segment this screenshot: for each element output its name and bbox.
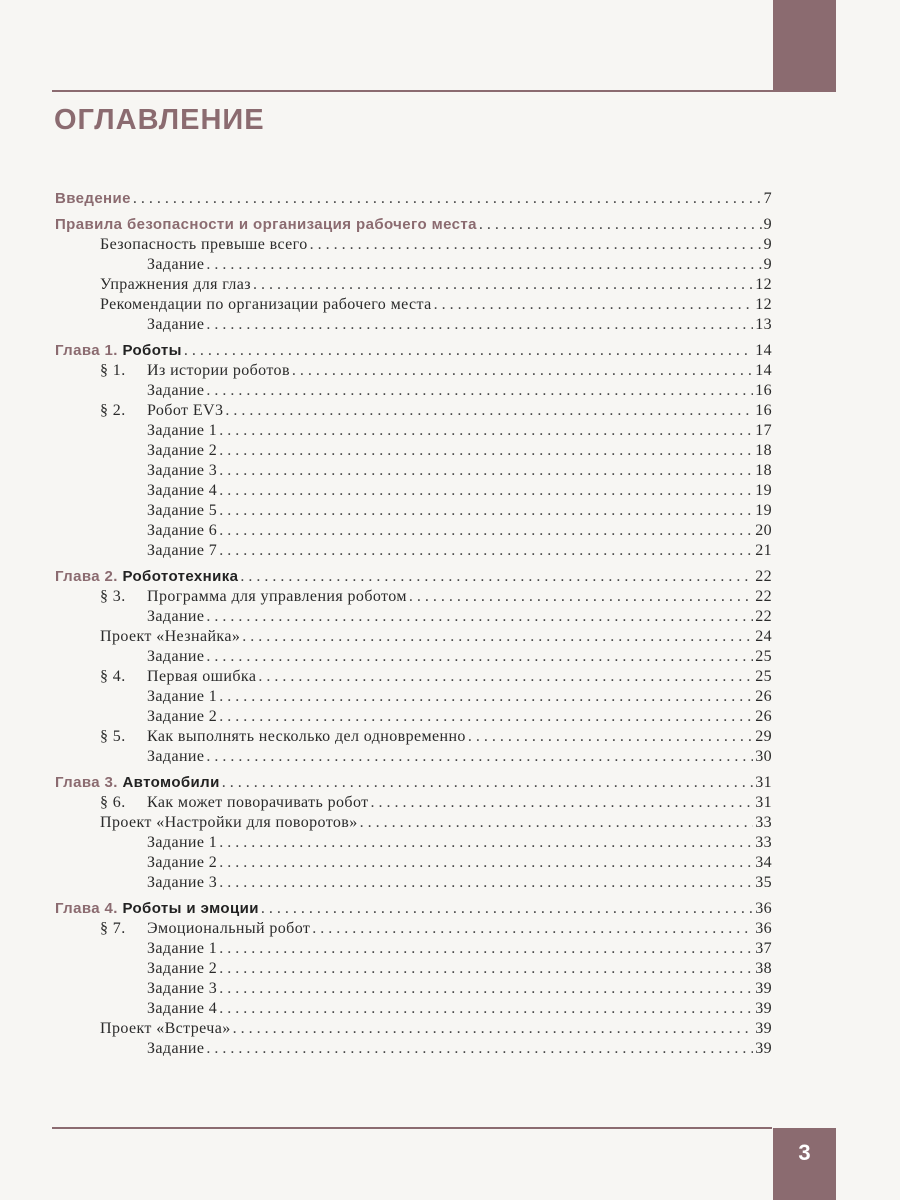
toc-entry-label: Введение (55, 190, 131, 207)
toc-entry-label: Задание 2 (147, 708, 218, 725)
toc-entry-label: Задание (147, 1040, 205, 1057)
toc-chapter-4[interactable] (55, 899, 772, 919)
toc-entry-label: Правила безопасности и организация рабочего места (55, 216, 477, 233)
toc-entry[interactable] (55, 853, 772, 873)
toc-entry-label (100, 361, 290, 381)
toc-entry-page: 31 (755, 774, 772, 791)
chapter-prefix: Глава 3. (55, 774, 118, 791)
toc-entry-page: 9 (763, 256, 772, 273)
toc-entry-label: Задание 1 (147, 422, 218, 439)
page-number-box (773, 1128, 836, 1200)
toc-entry[interactable] (55, 627, 772, 647)
toc-entry-label: Безопасность превыше всего (100, 236, 308, 253)
dot-leader (310, 235, 762, 255)
toc-entry[interactable] (55, 315, 772, 335)
toc-entry-label: Задание 1 (147, 834, 218, 851)
toc-chapter-2[interactable] (55, 567, 772, 587)
dot-leader (206, 255, 761, 275)
chapter-prefix: Глава 1. (55, 342, 118, 359)
toc-entry[interactable] (55, 667, 772, 687)
toc-entry-label: Задание 4 (147, 482, 218, 499)
toc-entry-label (100, 401, 223, 421)
dot-leader (242, 627, 753, 647)
toc-entry-label: Задание 4 (147, 1000, 218, 1017)
section-title: Эмоциональный робот (147, 920, 311, 937)
dot-leader (219, 521, 753, 541)
toc-entry[interactable] (55, 979, 772, 999)
toc-entry-label: Проект «Незнайка» (100, 628, 241, 645)
dot-leader (219, 707, 753, 727)
toc-entry-page: 33 (755, 814, 772, 831)
toc-entry-intro[interactable] (55, 189, 772, 209)
dot-leader (206, 381, 753, 401)
toc-entry-page: 19 (755, 482, 772, 499)
section-title: Как может поворачивать робот (147, 794, 369, 811)
toc-entry-page: 9 (763, 216, 772, 233)
toc-entry[interactable] (55, 361, 772, 381)
toc-entry-page: 22 (755, 608, 772, 625)
toc-entry-label (100, 727, 466, 747)
toc-entry[interactable] (55, 707, 772, 727)
dot-leader (206, 747, 753, 767)
toc-entry-page: 38 (755, 960, 772, 977)
toc-entry-label (100, 919, 310, 939)
dot-leader (219, 999, 753, 1019)
toc-entry-label: Задание 2 (147, 442, 218, 459)
dot-leader (222, 773, 753, 793)
toc-entry-page: 14 (755, 362, 772, 379)
toc-entry-page: 29 (755, 728, 772, 745)
toc-entry-page: 7 (763, 190, 772, 207)
dot-leader (219, 421, 753, 441)
toc-entry-label: Проект «Настройки для поворотов» (100, 814, 358, 831)
toc-entry-page: 37 (755, 940, 772, 957)
chapter-prefix: Глава 2. (55, 568, 118, 585)
toc-chapter-label (55, 341, 182, 361)
toc-entry[interactable] (55, 833, 772, 853)
toc-entry-label: Задание 3 (147, 874, 218, 891)
toc-entry[interactable] (55, 1039, 772, 1059)
toc-entry-label: Задание 7 (147, 542, 218, 559)
dot-leader (225, 401, 753, 421)
chapter-title: Роботы (122, 342, 182, 359)
toc-chapter-1[interactable] (55, 341, 772, 361)
toc-entry[interactable] (55, 275, 772, 295)
section-number: § 1. (100, 362, 126, 379)
dot-leader (371, 793, 754, 813)
toc-entry-page: 18 (755, 442, 772, 459)
toc-entry-label: Задание (147, 382, 205, 399)
toc-entry-safety[interactable] (55, 215, 772, 235)
toc-entry-page: 9 (763, 236, 772, 253)
dot-leader (292, 361, 753, 381)
toc-entry-page: 22 (755, 568, 772, 585)
dot-leader (219, 541, 753, 561)
toc-entry[interactable] (55, 421, 772, 441)
chapter-title: Робототехника (122, 568, 239, 585)
dot-leader (206, 1039, 753, 1059)
toc-entry-label: Задание 2 (147, 960, 218, 977)
toc-entry[interactable] (55, 295, 772, 315)
toc-entry-page: 21 (755, 542, 772, 559)
section-title: Как выполнять несколько дел одновременно (147, 728, 466, 745)
dot-leader (479, 215, 762, 235)
toc-entry-page: 13 (755, 316, 772, 333)
toc-chapter-label (55, 773, 220, 793)
toc-entry-page: 30 (755, 748, 772, 765)
toc-entry-page: 16 (755, 382, 772, 399)
toc-entry-page: 34 (755, 854, 772, 871)
toc-entry[interactable] (55, 587, 772, 607)
corner-tab-top (773, 0, 836, 92)
toc-entry-label: Задание (147, 648, 205, 665)
toc-entry[interactable] (55, 401, 772, 421)
dot-leader (219, 873, 753, 893)
toc-entry-page: 19 (755, 502, 772, 519)
toc-entry-label: Задание (147, 608, 205, 625)
toc-entry-label: Задание 5 (147, 502, 218, 519)
toc-entry-page: 24 (755, 628, 772, 645)
toc-entry[interactable] (55, 521, 772, 541)
page-title: ОГЛАВЛЕНИЕ (54, 104, 265, 136)
toc-entry[interactable] (55, 813, 772, 833)
toc-entry-page: 36 (755, 920, 772, 937)
toc-entry-page: 26 (755, 708, 772, 725)
section-number: § 5. (100, 728, 126, 745)
toc-entry-page: 39 (755, 1000, 772, 1017)
toc-entry-label (100, 587, 407, 607)
dot-leader (219, 441, 753, 461)
dot-leader (233, 1019, 754, 1039)
chapter-prefix: Глава 4. (55, 900, 118, 917)
toc-entry-label: Задание 1 (147, 688, 218, 705)
toc-entry-label: Упражнения для глаз (100, 276, 252, 293)
toc-entry-page: 39 (755, 1040, 772, 1057)
toc-entry[interactable] (55, 793, 772, 813)
dot-leader (219, 461, 753, 481)
dot-leader (240, 567, 753, 587)
toc-entry-label: Задание 2 (147, 854, 218, 871)
dot-leader (219, 853, 753, 873)
toc-entry[interactable] (55, 727, 772, 747)
toc-entry-label: Задание (147, 256, 205, 273)
footer-rule (52, 1127, 772, 1129)
dot-leader (468, 727, 753, 747)
toc-entry-page: 18 (755, 462, 772, 479)
toc-entry-page: 12 (755, 296, 772, 313)
dot-leader (219, 481, 753, 501)
toc-entry[interactable] (55, 481, 772, 501)
toc-entry[interactable] (55, 919, 772, 939)
dot-leader (409, 587, 753, 607)
toc-entry[interactable] (55, 255, 772, 275)
toc-entry-label: Задание (147, 316, 205, 333)
section-number: § 3. (100, 588, 126, 605)
dot-leader (219, 959, 753, 979)
toc-entry-page: 25 (755, 648, 772, 665)
section-title: Робот EV3 (147, 402, 224, 419)
table-of-contents (55, 183, 772, 1059)
dot-leader (206, 607, 753, 627)
toc-entry[interactable] (55, 959, 772, 979)
toc-entry-page: 39 (755, 1020, 772, 1037)
dot-leader (360, 813, 754, 833)
dot-leader (184, 341, 753, 361)
toc-chapter-label (55, 567, 238, 587)
dot-leader (253, 275, 753, 295)
dot-leader (219, 979, 753, 999)
dot-leader (219, 833, 753, 853)
toc-entry[interactable] (55, 235, 772, 255)
page-number: 3 (798, 1140, 811, 1165)
toc-entry-page: 17 (755, 422, 772, 439)
toc-entry-page: 20 (755, 522, 772, 539)
toc-entry-page: 39 (755, 980, 772, 997)
toc-entry-label: Задание 1 (147, 940, 218, 957)
dot-leader (219, 501, 753, 521)
toc-entry[interactable] (55, 441, 772, 461)
toc-entry-label: Проект «Встреча» (100, 1020, 231, 1037)
dot-leader (261, 899, 753, 919)
dot-leader (258, 667, 753, 687)
dot-leader (434, 295, 754, 315)
dot-leader (133, 189, 762, 209)
toc-entry-label (100, 793, 369, 813)
dot-leader (219, 939, 753, 959)
toc-entry[interactable] (55, 999, 772, 1019)
section-title: Из истории роботов (147, 362, 290, 379)
toc-entry-page: 33 (755, 834, 772, 851)
toc-entry-label: Задание 6 (147, 522, 218, 539)
toc-entry-page: 31 (755, 794, 772, 811)
toc-entry-label: Задание (147, 748, 205, 765)
toc-chapter-3[interactable] (55, 773, 772, 793)
toc-entry[interactable] (55, 607, 772, 627)
toc-entry[interactable] (55, 647, 772, 667)
dot-leader (312, 919, 753, 939)
toc-entry[interactable] (55, 541, 772, 561)
toc-entry-page: 12 (755, 276, 772, 293)
toc-entry-label: Задание 3 (147, 462, 218, 479)
section-number: § 7. (100, 920, 126, 937)
toc-entry-page: 16 (755, 402, 772, 419)
toc-entry-page: 36 (755, 900, 772, 917)
toc-entry-label (100, 667, 256, 687)
toc-entry[interactable] (55, 747, 772, 767)
dot-leader (206, 647, 753, 667)
toc-entry-label: Задание 3 (147, 980, 218, 997)
toc-entry[interactable] (55, 381, 772, 401)
toc-entry-page: 14 (755, 342, 772, 359)
toc-entry[interactable] (55, 501, 772, 521)
toc-entry[interactable] (55, 687, 772, 707)
section-number: § 2. (100, 402, 126, 419)
section-title: Первая ошибка (147, 668, 257, 685)
header-rule (52, 90, 836, 92)
section-number: § 6. (100, 794, 126, 811)
section-title: Программа для управления роботом (147, 588, 407, 605)
toc-entry[interactable] (55, 461, 772, 481)
toc-entry-page: 26 (755, 688, 772, 705)
chapter-title: Роботы и эмоции (122, 900, 259, 917)
toc-entry-page: 22 (755, 588, 772, 605)
section-number: § 4. (100, 668, 126, 685)
toc-entry[interactable] (55, 1019, 772, 1039)
toc-entry[interactable] (55, 939, 772, 959)
toc-entry-page: 25 (755, 668, 772, 685)
toc-entry-page: 35 (755, 874, 772, 891)
toc-entry-label: Рекомендации по организации рабочего места (100, 296, 432, 313)
chapter-title: Автомобили (122, 774, 220, 791)
dot-leader (219, 687, 753, 707)
dot-leader (206, 315, 753, 335)
toc-entry[interactable] (55, 873, 772, 893)
toc-chapter-label (55, 899, 259, 919)
